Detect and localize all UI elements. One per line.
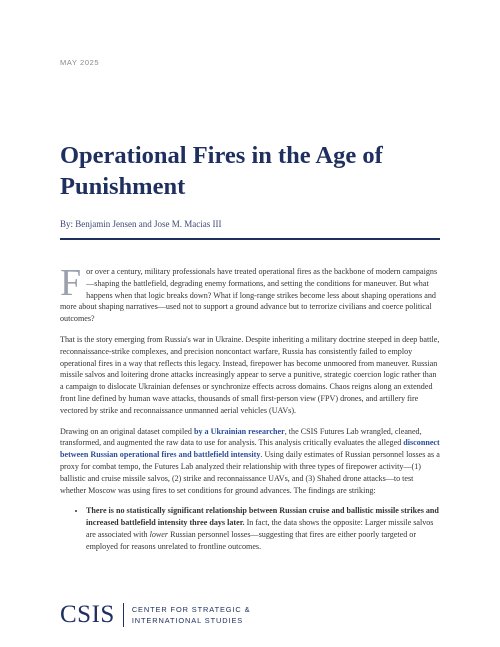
method-text-mid: , the CSIS Futures Lab wrangled, cleaned, transformed, and augmented the raw data to use for analysis. This analysis critically evaluates the alleged xyxy=(60,426,422,448)
publication-date: MAY 2025 xyxy=(60,58,100,67)
disconnect-link[interactable]: disconnect between Russian operational fires and battlefield intensity xyxy=(60,438,440,460)
method-text-post: . Using daily estimates of Russian personnel losses as a proxy for combat tempo, the Futures Lab analyzed their relationship with three types of firepower activity—(1) ballistic and cruise missile salvos, (2) strike and reconnaissance UAVs, and (3) Shahed drone attacks—to test whether Moscow was using fires to set conditions for ground advances. The findings are striking: xyxy=(60,450,440,495)
drop-cap: F xyxy=(60,262,82,304)
finding-item xyxy=(86,505,441,552)
method-paragraph xyxy=(60,426,441,497)
center-name xyxy=(132,604,251,626)
title-divider xyxy=(60,238,440,240)
byline: By: Benjamin Jensen and Jose M. Macias III xyxy=(60,219,222,229)
intro-paragraph xyxy=(60,262,441,325)
page-title: Operational Fires in the Age of Punishment xyxy=(60,142,383,200)
findings-list xyxy=(60,505,441,552)
ukrainian-researcher-link[interactable]: by a Ukrainian researcher xyxy=(193,426,285,436)
article-body xyxy=(60,262,441,553)
finding-headline: There is no statistically significant relationship between Russian cruise and ballistic missile strikes and increased battlefield intensity three days later. xyxy=(86,506,439,528)
csis-logo xyxy=(60,601,250,629)
intro-text: or over a century, military professionals have treated operational fires as the backbone of modern campaigns—shaping the battlefield, degrading enemy formations, and setting the conditions for maneuver. But what happens when that logic breaks down? What if long-range strikes become less about shaping operations and more about shaping narratives—used not to support a ground advance but to terrorize civilians and coerce political outcomes? xyxy=(60,267,438,324)
finding-text-a: In fact, the data shows the opposite: Larger missile salvos are associated with xyxy=(86,518,434,539)
csis-wordmark: CSIS xyxy=(60,601,115,628)
center-name-line1: CENTER FOR STRATEGIC & xyxy=(131,605,251,614)
logo-divider xyxy=(123,603,124,627)
finding-text-b: Russian personnel losses—suggesting that fires are either poorly targeted or employed for reasons unrelated to frontline outcomes. xyxy=(86,529,417,551)
finding-emphasis: lower xyxy=(149,529,169,539)
method-text-pre: Drawing on an original dataset compiled xyxy=(60,426,194,436)
center-name-line2: INTERNATIONAL STUDIES xyxy=(131,616,244,625)
context-paragraph: That is the story emerging from Russia's war in Ukraine. Despite inheriting a military doctrine steeped in deep battle, reconnaissance-strike complexes, and precision noncontact warfare, Russia has consistently failed to employ operational fires in a way that reflects this legacy. Instead, firepower has become unmoored from maneuver. Russian missile salvos and loitering drone attacks increasingly appear to serve a punitive, strategic coercion logic rather than a campaign to dislocate Ukrainian defenses or synchronize effects across domains. Chaos reigns along an extended front line defined by human wave attacks, thousands of small first-person view (FPV) drones, and artillery fire vectored by strike and reconnaissance unmanned aerial vehicles (UAVs). xyxy=(60,334,440,415)
